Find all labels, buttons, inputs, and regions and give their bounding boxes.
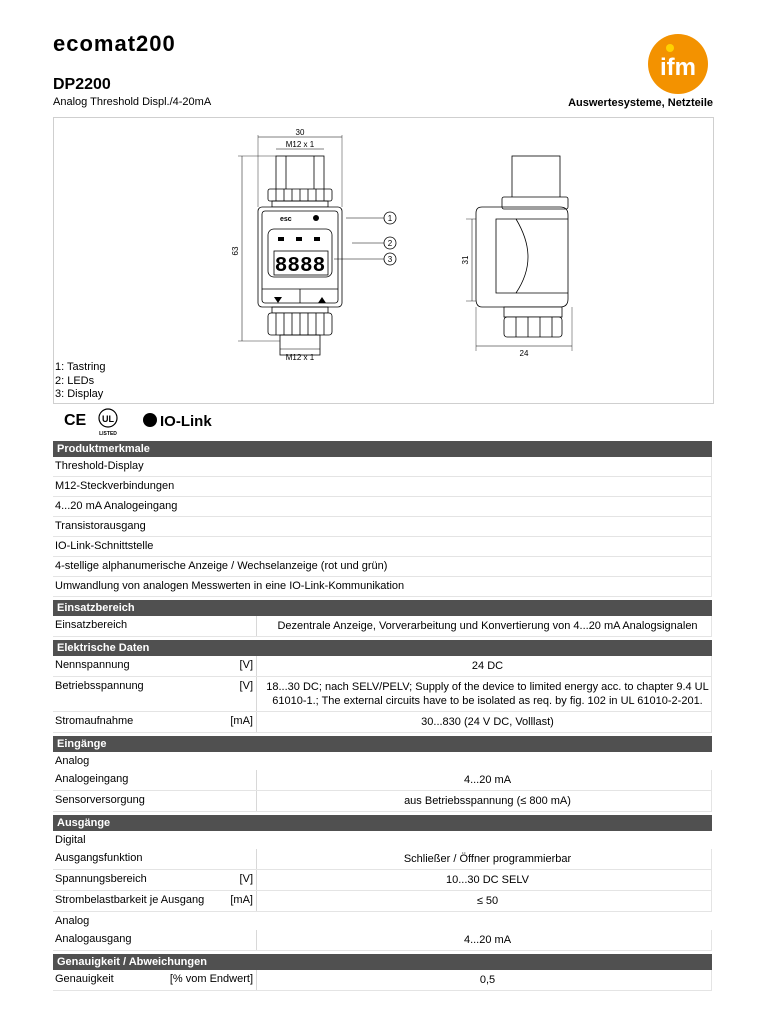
spec-label: Genauigkeit: [55, 973, 114, 985]
spec-value: 24 DC: [266, 656, 712, 676]
feature-row: Umwandlung von analogen Messwerten in eine IO-Link-Kommunikation: [53, 577, 712, 597]
product-category: Auswertesysteme, Netzteile: [568, 97, 713, 109]
spec-row-ausgangsfunktion: [53, 849, 712, 870]
ce-mark-icon: CE: [64, 412, 87, 429]
spec-unit: [% vom Endwert]: [169, 973, 253, 985]
subsection-analog: Analog: [55, 915, 90, 927]
section-header-genauigkeit: Genauigkeit / Abweichungen: [53, 954, 712, 970]
spec-label: Ausgangsfunktion: [55, 852, 143, 864]
spec-label: Einsatzbereich: [55, 619, 128, 631]
section-header-einsatzbereich: Einsatzbereich: [53, 600, 712, 616]
dim-thread-top: M12 x 1: [285, 140, 315, 149]
spec-row-genauigkeit: [53, 970, 712, 991]
spec-row-spannungsbereich: [53, 870, 712, 891]
spec-value: 18...30 DC; nach SELV/PELV; Supply of the device to limited energy acc. to chapter 9.4 UL 61010-1.; The external circuits have to be isolated as req. by fig. 102 in UL 61010-2-201.: [266, 677, 712, 711]
spec-value: 0,5: [266, 970, 712, 990]
spec-value: 4...20 mA: [266, 770, 712, 790]
spec-value: 4...20 mA: [266, 930, 712, 950]
spec-row-analogeingang: [53, 770, 712, 791]
iolink-icon: [143, 413, 157, 427]
spec-row-einsatzbereich: [53, 616, 712, 637]
feature-row: Transistorausgang: [53, 517, 712, 537]
spec-row-nennspannung: [53, 656, 712, 677]
product-subtitle: Analog Threshold Displ./4-20mA: [53, 96, 212, 108]
spec-label: Spannungsbereich: [55, 873, 147, 885]
spec-value: ≤ 50: [266, 891, 712, 911]
spec-value: Schließer / Öffner programmierbar: [266, 849, 712, 869]
spec-value: 30...830 (24 V DC, Volllast): [266, 712, 712, 732]
dim-width-side: 24: [519, 349, 529, 358]
section-header-eingaenge: Eingänge: [53, 736, 712, 752]
ifm-logo: [647, 33, 709, 95]
spec-unit: [mA]: [230, 894, 253, 906]
spec-label: Analogausgang: [55, 933, 132, 945]
feature-row: 4...20 mA Analogeingang: [53, 497, 712, 517]
section-header-elektrische-daten: Elektrische Daten: [53, 640, 712, 656]
spec-row-betriebsspannung: [53, 677, 712, 712]
spec-label: Betriebsspannung: [55, 680, 144, 692]
subsection-analog: Analog: [55, 755, 90, 767]
dimension-drawing: [176, 123, 636, 365]
spec-label: Analogeingang: [55, 773, 129, 785]
ifm-logo-text: ifm: [660, 54, 696, 81]
ul-listed-text: LISTED: [99, 431, 117, 437]
spec-row-analogausgang: [53, 930, 712, 951]
spec-unit: [V]: [239, 659, 253, 671]
section-header-ausgaenge: Ausgänge: [53, 815, 712, 831]
callout-2: 2: [387, 239, 393, 248]
callout-1: 1: [387, 214, 393, 223]
feature-row: Threshold-Display: [53, 457, 712, 477]
ecomat200-logo-text: ecomat200: [53, 31, 176, 56]
subsection-digital: Digital: [55, 834, 86, 846]
dimension-drawing-panel: [53, 117, 714, 404]
spec-row-stromaufnahme: [53, 712, 712, 733]
dim-height-left: 63: [231, 246, 240, 256]
spec-row-sensorversorgung: [53, 791, 712, 812]
spec-row-strombelastbarkeit: [53, 891, 712, 912]
drawing-legend: [55, 361, 106, 402]
display-digits: 8888: [274, 255, 326, 278]
spec-unit: [V]: [239, 873, 253, 885]
legend-item: 1: Tastring: [55, 361, 106, 373]
section-header-produktmerkmale: Produktmerkmale: [53, 441, 712, 457]
ecomat200-logo: [53, 30, 233, 56]
spec-label: Sensorversorgung: [55, 794, 145, 806]
legend-item: 2: LEDs: [55, 374, 95, 387]
dim-height-side: 31: [461, 255, 470, 265]
feature-row: 4-stellige alphanumerische Anzeige / Wechselanzeige (rot und grün): [53, 557, 712, 577]
certification-logos: [62, 405, 222, 437]
callout-3: 3: [387, 255, 393, 264]
spec-value: Dezentrale Anzeige, Vorverarbeitung und Konvertierung von 4...20 mA Analogsignalen: [266, 616, 712, 636]
spec-value: aus Betriebsspannung (≤ 800 mA): [266, 791, 712, 811]
spec-value: 10...30 DC SELV: [266, 870, 712, 890]
spec-label: Nennspannung: [55, 659, 130, 671]
esc-button-label: esc: [280, 216, 292, 223]
product-code: DP2200: [53, 76, 111, 93]
spec-label: Stromaufnahme: [55, 715, 134, 727]
spec-unit: [mA]: [230, 715, 253, 727]
datasheet-table: [53, 441, 712, 991]
dim-thread-bottom: M12 x 1: [285, 353, 315, 362]
dim-width-top: 30: [295, 128, 305, 137]
feature-row: M12-Steckverbindungen: [53, 477, 712, 497]
feature-row: IO-Link-Schnittstelle: [53, 537, 712, 557]
spec-label: Strombelastbarkeit je Ausgang: [55, 894, 205, 906]
set-button-dot: [313, 215, 319, 221]
iolink-text: IO-Link: [160, 413, 212, 430]
spec-unit: [V]: [239, 680, 253, 692]
ul-mark-text: UL: [102, 414, 114, 424]
legend-item: 3: Display: [55, 388, 104, 400]
